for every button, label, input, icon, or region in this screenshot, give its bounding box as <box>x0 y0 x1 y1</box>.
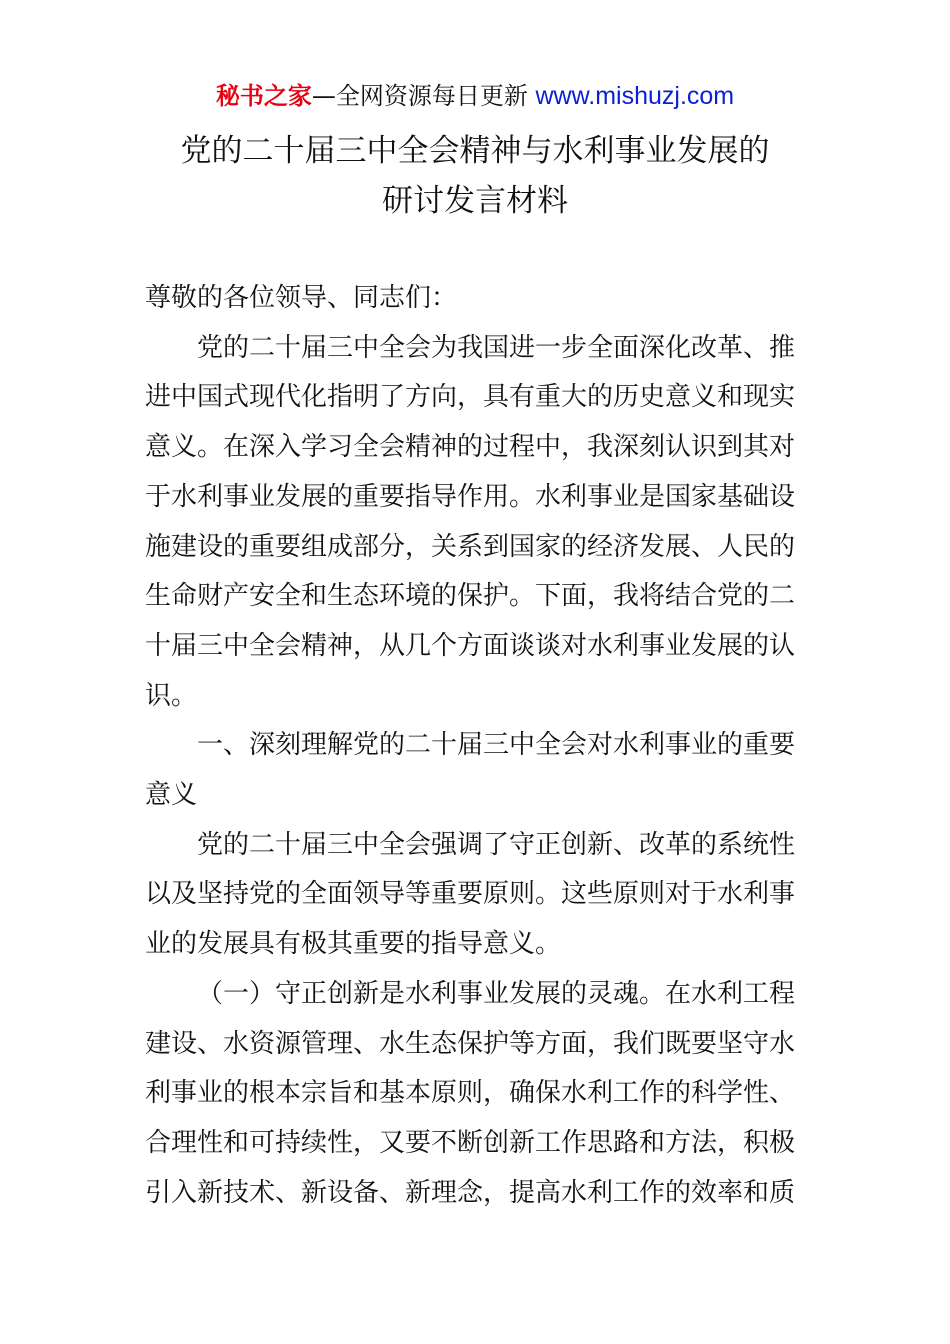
text-line: 党的二十届三中全会为我国进一步全面深化改革、推 <box>197 332 796 363</box>
text-line: 识。 <box>145 680 198 711</box>
text-line: 生命财产安全和生态环境的保护。下面，我将结合党的二 <box>145 581 796 612</box>
text-line: 十届三中全会精神，从几个方面谈谈对水利事业发展的认 <box>145 630 796 661</box>
text-line: 利事业的根本宗旨和基本原则，确保水利工作的科学性、 <box>145 1078 796 1109</box>
site-url-link[interactable]: www.mishuzj.com <box>535 82 735 110</box>
title-line-2: 研讨发言材料 <box>382 183 568 219</box>
paragraph-intro <box>145 324 807 722</box>
title-line-1: 党的二十届三中全会精神与水利事业发展的 <box>180 133 770 169</box>
text-line: 于水利事业发展的重要指导作用。水利事业是国家基础设 <box>145 481 796 512</box>
document-body <box>145 274 807 1218</box>
text-line: （一）守正创新是水利事业发展的灵魂。在水利工程 <box>197 978 796 1009</box>
text-line: 建设、水资源管理、水生态保护等方面，我们既要坚守水 <box>145 1028 796 1059</box>
text-line: 施建设的重要组成部分，关系到国家的经济发展、人民的 <box>145 531 796 562</box>
text-line: 以及坚持党的全面领导等重要原则。这些原则对于水利事 <box>145 879 796 910</box>
paragraph-innovation <box>145 970 807 1219</box>
brand-name: 秘书之家 <box>215 82 312 110</box>
text-line: 业的发展具有极其重要的指导意义。 <box>145 929 562 960</box>
text-line: 引入新技术、新设备、新理念，提高水利工作的效率和质 <box>145 1177 796 1208</box>
section-heading-1 <box>145 721 807 820</box>
text-line: 党的二十届三中全会强调了守正创新、改革的系统性 <box>197 829 796 860</box>
salutation: 尊敬的各位领导、同志们： <box>145 283 458 313</box>
site-header <box>0 80 950 112</box>
text-line: 意义。在深入学习全会精神的过程中，我深刻认识到其对 <box>145 432 796 463</box>
document-title <box>0 126 950 226</box>
text-line: 意义 <box>145 780 198 811</box>
text-line: 合理性和可持续性，又要不断创新工作思路和方法，积极 <box>145 1127 796 1158</box>
text-line: 一、深刻理解党的二十届三中全会对水利事业的重要 <box>197 730 796 761</box>
text-line: 进中国式现代化指明了方向，具有重大的历史意义和现实 <box>145 382 796 413</box>
site-tagline: —全网资源每日更新 <box>311 82 536 110</box>
paragraph-principles <box>145 821 807 970</box>
